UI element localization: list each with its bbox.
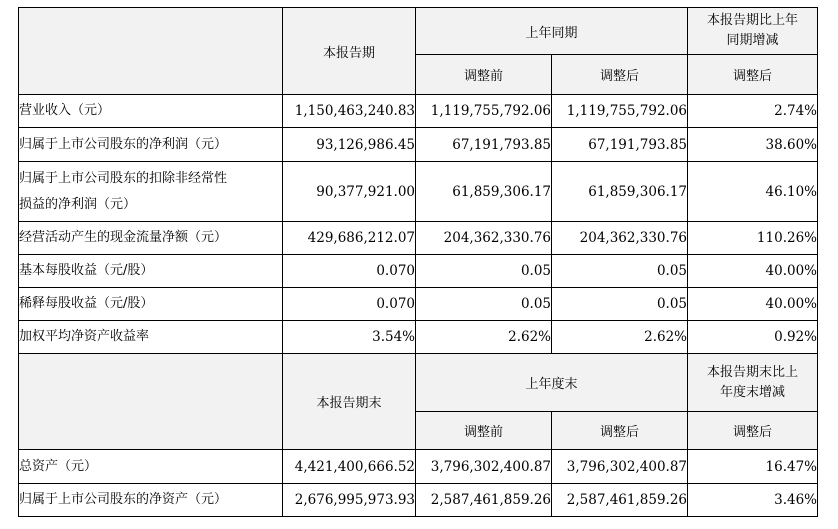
value-after: 0.05 <box>552 288 688 321</box>
row-label: 基本每股收益（元/股） <box>19 255 283 288</box>
value-after: 3,796,302,400.87 <box>552 450 688 484</box>
header-change-line2: 年度末增减 <box>719 384 785 400</box>
financial-summary-table <box>18 7 818 517</box>
value-after: 2.62% <box>552 321 688 354</box>
table-row <box>19 255 818 288</box>
header-prior-year-same-period: 上年同期 <box>416 8 688 55</box>
row-label: 经营活动产生的现金流量净额（元） <box>19 222 283 255</box>
row-label-line2: 损益的净利润（元） <box>19 196 137 212</box>
table-row <box>19 321 818 354</box>
value-current: 93,126,986.45 <box>283 128 416 162</box>
value-change: 38.60% <box>688 128 818 162</box>
value-before: 0.05 <box>416 288 552 321</box>
value-before: 204,362,330.76 <box>416 222 552 255</box>
value-before: 1,119,755,792.06 <box>416 95 552 128</box>
value-before: 0.05 <box>416 255 552 288</box>
header-change-line2: 同期增减 <box>726 33 779 48</box>
section1-header-row <box>19 8 818 55</box>
value-current: 3.54% <box>283 321 416 354</box>
value-change: 0.92% <box>688 321 818 354</box>
value-current: 429,686,212.07 <box>283 222 416 255</box>
row-label: 归属于上市公司股东的净利润（元） <box>19 128 283 162</box>
table-row <box>19 128 818 162</box>
value-change: 40.00% <box>688 288 818 321</box>
table-row <box>19 288 818 321</box>
value-current: 0.070 <box>283 255 416 288</box>
value-before: 2.62% <box>416 321 552 354</box>
header-prior-year-end: 上年度末 <box>416 354 688 412</box>
row-label: 总资产（元） <box>19 450 283 484</box>
table-row <box>19 222 818 255</box>
header-blank-cell <box>19 354 283 450</box>
table-row <box>19 162 818 222</box>
value-after: 0.05 <box>552 255 688 288</box>
header-blank-cell <box>19 8 283 95</box>
row-label: 稀释每股收益（元/股） <box>19 288 283 321</box>
table-row <box>19 484 818 517</box>
value-change: 3.46% <box>688 484 818 517</box>
value-before: 61,859,306.17 <box>416 162 552 222</box>
value-current: 4,421,400,666.52 <box>283 450 416 484</box>
header-change-vs-prior-year <box>688 8 818 55</box>
header-period-end: 本报告期末 <box>283 354 416 450</box>
header-change-line1: 本报告期末比上 <box>706 364 798 380</box>
row-label: 归属于上市公司股东的净资产（元） <box>19 484 283 517</box>
value-current: 1,150,463,240.83 <box>283 95 416 128</box>
value-after: 2,587,461,859.26 <box>552 484 688 517</box>
value-before: 67,191,793.85 <box>416 128 552 162</box>
header-before-adjustment: 调整前 <box>416 55 552 95</box>
value-before: 3,796,302,400.87 <box>416 450 552 484</box>
section2-header-row <box>19 354 818 412</box>
table-row <box>19 450 818 484</box>
row-label-line1: 归属于上市公司股东的扣除非经常性 <box>19 170 228 186</box>
header-change-after-adjustment: 调整后 <box>688 55 818 95</box>
value-before: 2,587,461,859.26 <box>416 484 552 517</box>
table-row <box>19 95 818 128</box>
header-before-adjustment: 调整前 <box>416 412 552 450</box>
value-change: 46.10% <box>688 162 818 222</box>
header-after-adjustment: 调整后 <box>552 412 688 450</box>
value-change: 110.26% <box>688 222 818 255</box>
header-change-line1: 本报告期比上年 <box>706 13 798 28</box>
header-after-adjustment: 调整后 <box>552 55 688 95</box>
header-current-period: 本报告期 <box>283 8 416 95</box>
value-current: 90,377,921.00 <box>283 162 416 222</box>
value-after: 67,191,793.85 <box>552 128 688 162</box>
row-label: 加权平均净资产收益率 <box>19 321 283 354</box>
value-after: 1,119,755,792.06 <box>552 95 688 128</box>
header-change-vs-prior-year-end <box>688 354 818 412</box>
header-change-after-adjustment: 调整后 <box>688 412 818 450</box>
value-current: 0.070 <box>283 288 416 321</box>
value-current: 2,676,995,973.93 <box>283 484 416 517</box>
value-after: 204,362,330.76 <box>552 222 688 255</box>
value-change: 16.47% <box>688 450 818 484</box>
value-after: 61,859,306.17 <box>552 162 688 222</box>
row-label: 营业收入（元） <box>19 95 283 128</box>
value-change: 40.00% <box>688 255 818 288</box>
row-label <box>19 162 283 222</box>
value-change: 2.74% <box>688 95 818 128</box>
